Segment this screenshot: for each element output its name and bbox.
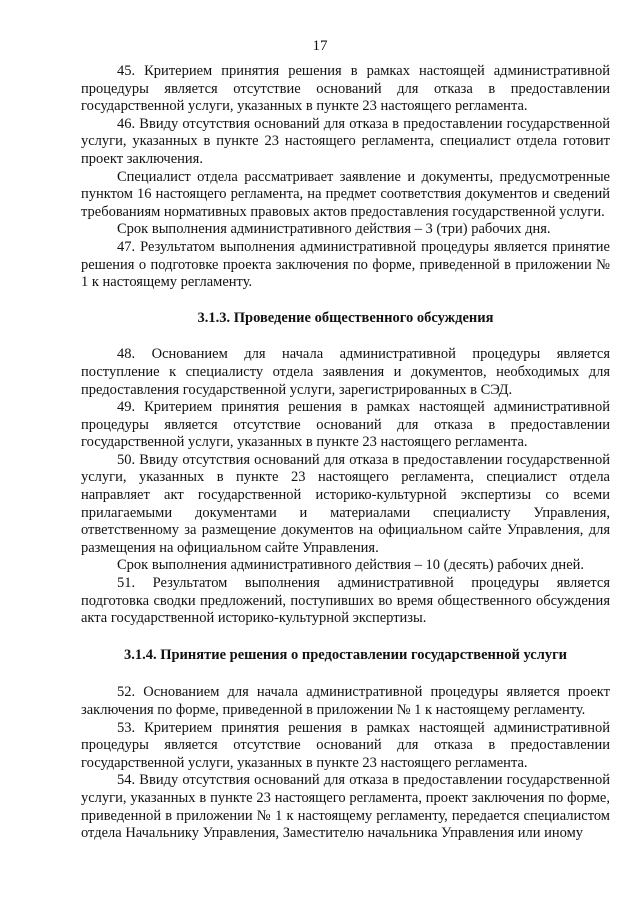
document-body — [81, 63, 610, 843]
paragraph-46: 46. Ввиду отсутствия оснований для отказа в предоставлении государственной услуги, указанных в пункте 23 настоящего регламента, специалист отдела готовит проект заключения. — [81, 115, 610, 167]
paragraph-54: 54. Ввиду отсутствия оснований для отказа в предоставлении государственной услуги, указанных в пункте 23 настоящего регламента, проект заключения по форме, приведенной в приложении № 1 к настоящему регламенту, передается специалистом отдела Начальнику Управления, Заместителю начальника Управления или иному — [81, 772, 610, 842]
paragraph-49: 49. Критерием принятия решения в рамках настоящей административной процедуры является отсутствие оснований для отказа в предоставлении государственной услуги, указанных в пункте 23 настоящего регламента. — [81, 399, 610, 451]
section-heading-3-1-4: 3.1.4. Принятие решения о предоставлении государственной услуги — [123, 646, 568, 663]
section-heading-3-1-3: 3.1.3. Проведение общественного обсуждения — [197, 309, 494, 326]
paragraph-45: 45. Критерием принятия решения в рамках настоящей административной процедуры является отсутствие оснований для отказа в предоставлении государственной услуги, указанных в пункте 23 настоящего регламента. — [81, 63, 610, 115]
page-number: 17 — [312, 38, 328, 54]
paragraph-50: 50. Ввиду отсутствия оснований для отказа в предоставлении государственной услуги, указанных в пункте 23 настоящего регламента, специалист отдела направляет акт государственной историко-культурной экспертизы со всеми прилагаемыми документами и материалами специалисту Управления, ответственному за размещение документов на официальном сайте Управления, для размещения на официальном сайте Управления. — [81, 451, 610, 556]
paragraph-51: 51. Результатом выполнения административной процедуры является подготовка сводки предложений, поступивших во время общественного обсуждения акта государственной историко-культурной экспертизы. — [81, 575, 610, 627]
paragraph-deadline-10: Срок выполнения административного действия – 10 (десять) рабочих дней. — [117, 557, 585, 574]
paragraph-52: 52. Основанием для начала административной процедуры является проект заключения по форме, приведенной в приложении № 1 к настоящему регламенту. — [81, 684, 610, 718]
paragraph-48: 48. Основанием для начала административной процедуры является поступление к специалисту отдела заявления и документов, необходимых для предоставления государственной услуги, зарегистрированных в СЭД. — [81, 346, 610, 398]
paragraph-review: Специалист отдела рассматривает заявление и документы, предусмотренные пунктом 16 настоящего регламента, на предмет соответствия документов и сведений требованиям нормативных правовых актов предоставления государственной услуги. — [81, 168, 610, 220]
paragraph-deadline-3: Срок выполнения административного действия – 3 (три) рабочих дня. — [117, 221, 551, 238]
paragraph-47: 47. Результатом выполнения административной процедуры является принятие решения о подготовке проекта заключения по форме, приведенной в приложении № 1 к настоящему регламенту. — [81, 238, 610, 291]
paragraph-53: 53. Критерием принятия решения в рамках настоящей административной процедуры является отсутствие оснований для отказа в предоставлении государственной услуги, указанных в пункте 23 настоящего регламента. — [81, 719, 610, 771]
